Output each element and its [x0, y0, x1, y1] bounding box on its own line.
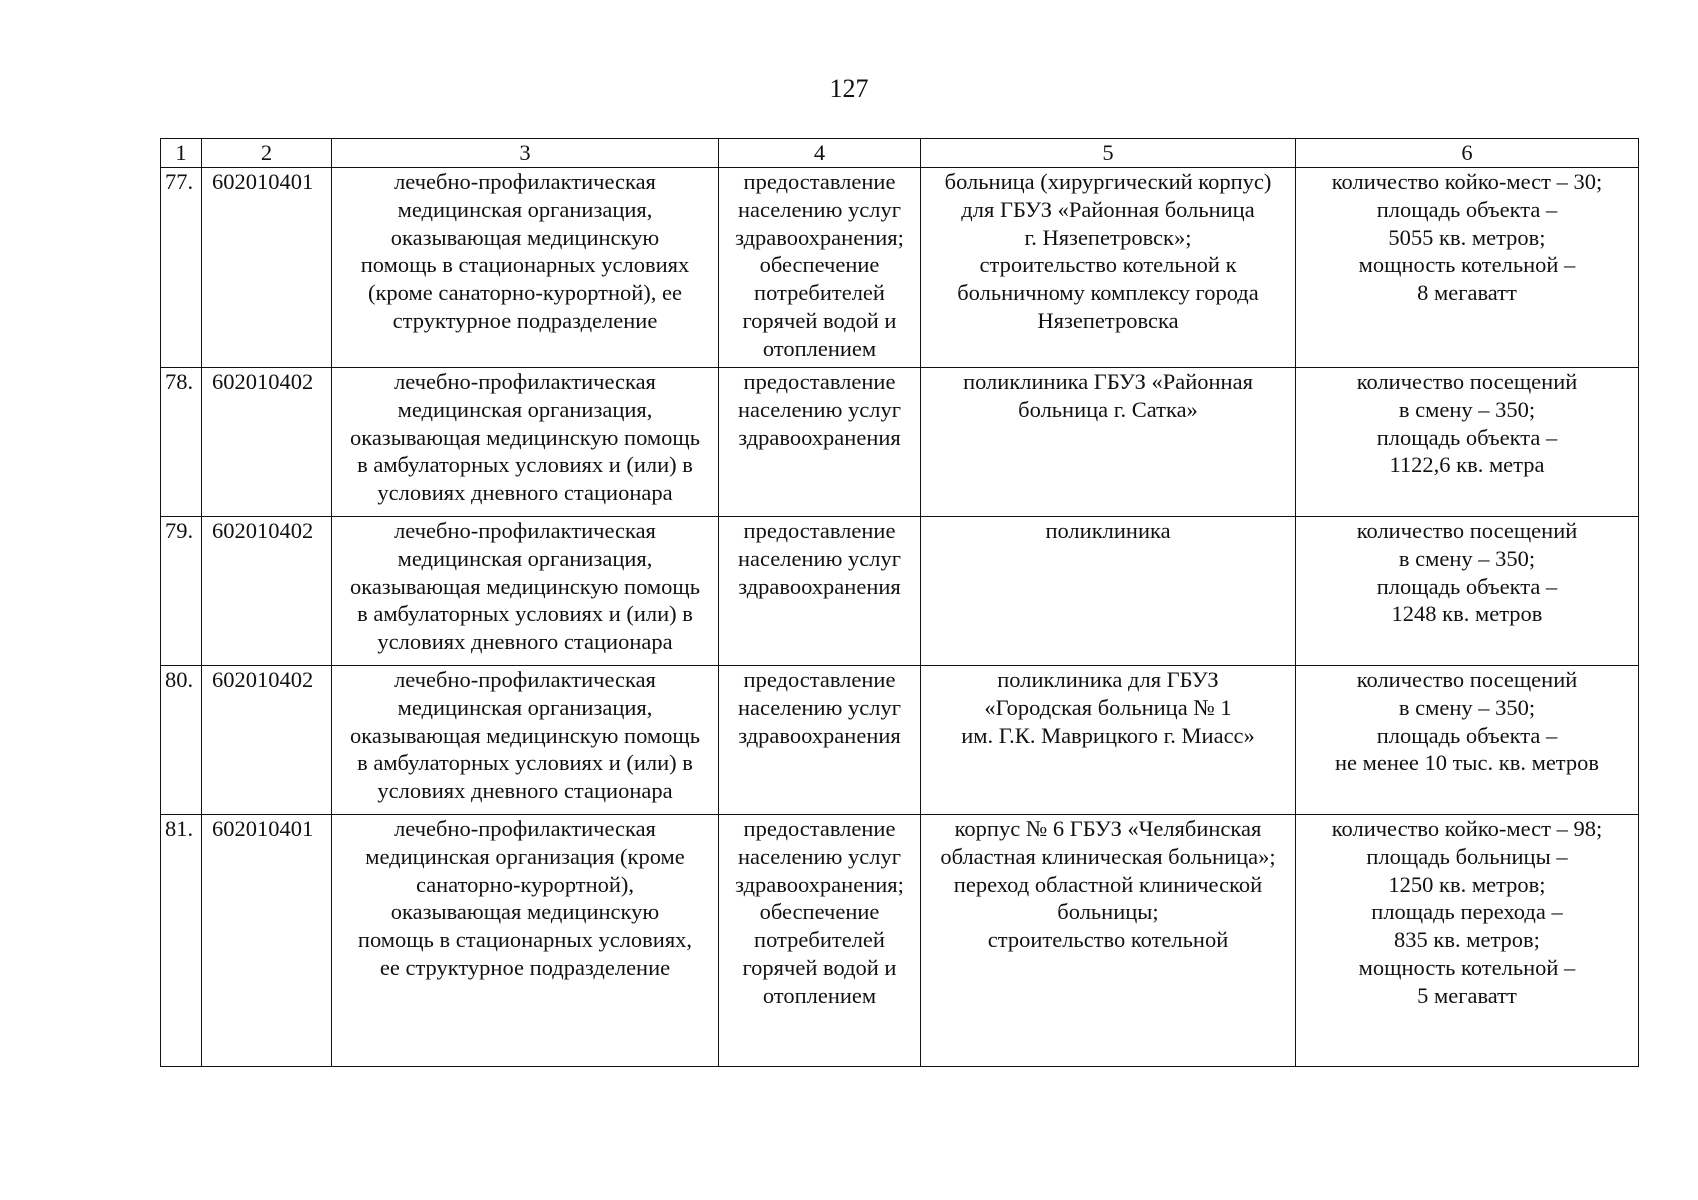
row-code: 602010402 [202, 517, 332, 666]
row-number: 79. [161, 517, 202, 666]
header-col-2: 2 [202, 139, 332, 168]
header-col-1: 1 [161, 139, 202, 168]
row-number: 81. [161, 815, 202, 1067]
row-purpose: предоставление населению услуг здравоохранения; обеспечение потребителей горячей водой и отоплением [719, 168, 921, 368]
row-organization-type: лечебно-профилактическая медицинская организация, оказывающая медицинскую помощь в стационарных условиях (кроме санаторно-курортной), ее структурное подразделение [332, 168, 719, 368]
row-characteristics: количество койко-мест – 98; площадь больницы – 1250 кв. метров; площадь перехода – 835 кв. метров; мощность котельной – 5 мегаватт [1296, 815, 1639, 1067]
row-object-name: больница (хирургический корпус) для ГБУЗ «Районная больница г. Нязепетровск»; строительство котельной к больничному комплексу города Нязепетровска [921, 168, 1296, 368]
row-organization-type: лечебно-профилактическая медицинская организация, оказывающая медицинскую помощь в амбулаторных условиях и (или) в условиях дневного стационара [332, 368, 719, 517]
row-purpose: предоставление населению услуг здравоохранения [719, 517, 921, 666]
row-object-name: поликлиника ГБУЗ «Районная больница г. Сатка» [921, 368, 1296, 517]
row-number: 77. [161, 168, 202, 368]
row-purpose: предоставление населению услуг здравоохранения; обеспечение потребителей горячей водой и отоплением [719, 815, 921, 1067]
row-characteristics: количество койко-мест – 30; площадь объекта – 5055 кв. метров; мощность котельной – 8 мегаватт [1296, 168, 1639, 368]
row-number: 80. [161, 666, 202, 815]
header-col-6: 6 [1296, 139, 1639, 168]
table-row [161, 815, 1639, 1067]
row-organization-type: лечебно-профилактическая медицинская организация, оказывающая медицинскую помощь в амбулаторных условиях и (или) в условиях дневного стационара [332, 517, 719, 666]
row-characteristics: количество посещений в смену – 350; площадь объекта – 1248 кв. метров [1296, 517, 1639, 666]
row-purpose: предоставление населению услуг здравоохранения [719, 666, 921, 815]
row-object-name: корпус № 6 ГБУЗ «Челябинская областная клиническая больница»; переход областной клинической больницы; строительство котельной [921, 815, 1296, 1067]
row-code: 602010401 [202, 168, 332, 368]
header-col-5: 5 [921, 139, 1296, 168]
row-code: 602010401 [202, 815, 332, 1067]
table-row [161, 168, 1639, 368]
row-object-name: поликлиника [921, 517, 1296, 666]
table-row [161, 368, 1639, 517]
objects-table [160, 138, 1639, 1067]
header-col-3: 3 [332, 139, 719, 168]
header-col-4: 4 [719, 139, 921, 168]
row-characteristics: количество посещений в смену – 350; площадь объекта – 1122,6 кв. метра [1296, 368, 1639, 517]
row-number: 78. [161, 368, 202, 517]
row-code: 602010402 [202, 368, 332, 517]
row-organization-type: лечебно-профилактическая медицинская организация, оказывающая медицинскую помощь в амбулаторных условиях и (или) в условиях дневного стационара [332, 666, 719, 815]
row-object-name: поликлиника для ГБУЗ «Городская больница № 1 им. Г.К. Маврицкого г. Миасс» [921, 666, 1296, 815]
row-code: 602010402 [202, 666, 332, 815]
table-row [161, 666, 1639, 815]
row-organization-type: лечебно-профилактическая медицинская организация (кроме санаторно-курортной), оказывающая медицинскую помощь в стационарных условиях, ее структурное подразделение [332, 815, 719, 1067]
page-number: 127 [829, 74, 869, 103]
table-row [161, 517, 1639, 666]
row-characteristics: количество посещений в смену – 350; площадь объекта – не менее 10 тыс. кв. метров [1296, 666, 1639, 815]
row-purpose: предоставление населению услуг здравоохранения [719, 368, 921, 517]
header-row [161, 139, 1639, 168]
